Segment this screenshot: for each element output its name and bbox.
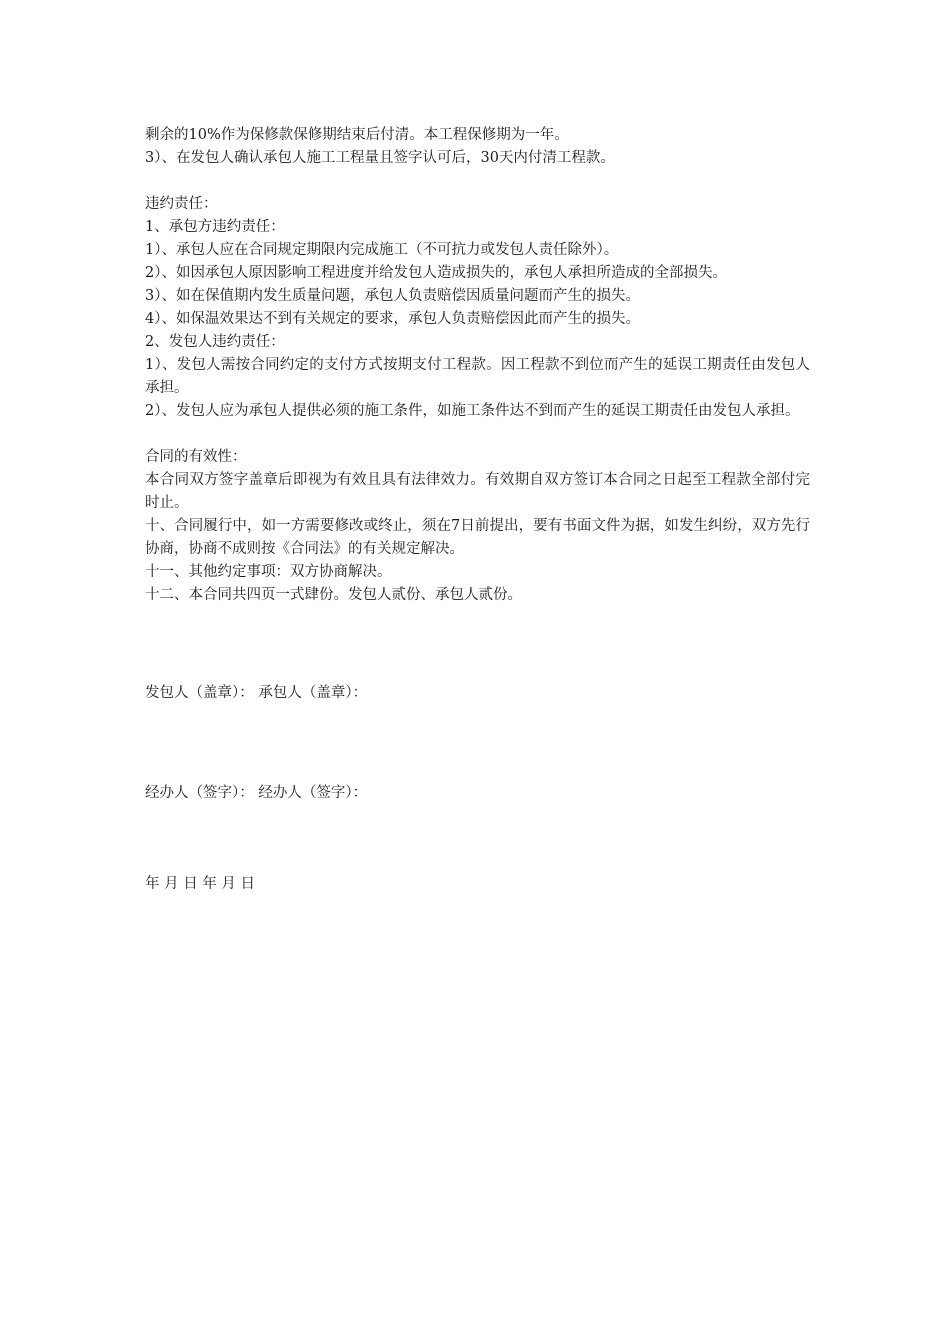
validity-heading: 合同的有效性： xyxy=(145,449,247,465)
signature-line: 经办人（签字）： 经办人（签字）： xyxy=(145,785,368,801)
client-breach-item: 2）、发包人应为承包人提供必须的施工条件，如施工条件达不到而产生的延误工期责任由发包人承担。 xyxy=(145,403,800,419)
validity-text: 本合同双方签字盖章后即视为有效且具有法律效力。有效期自双方签订本合同之日起至工程款全部付完时止。 xyxy=(145,472,810,511)
contractor-breach-item: 3）、如在保值期内发生质量问题，承包人负责赔偿因质量问题而产生的损失。 xyxy=(145,288,640,304)
clause-12: 十二、本合同共四页一式肆份。发包人贰份、承包人贰份。 xyxy=(145,587,522,603)
contractor-breach-heading: 1、承包方违约责任： xyxy=(145,219,285,235)
clause-10: 十、合同履行中，如一方需要修改或终止，须在7日前提出，要有书面文件为据，如发生纠纷，双方先行协商，协商不成则按《合同法》的有关规定解决。 xyxy=(145,518,810,557)
document-page xyxy=(145,124,810,896)
contractor-breach-item: 2）、如因承包人原因影响工程进度并给发包人造成损失的，承包人承担所造成的全部损失。 xyxy=(145,265,727,281)
contractor-breach-item: 4）、如保温效果达不到有关规定的要求，承包人负责赔偿因此而产生的损失。 xyxy=(145,311,640,327)
seal-line: 发包人（盖章）： 承包人（盖章）： xyxy=(145,685,368,701)
contractor-breach-item: 1）、承包人应在合同规定期限内完成施工（不可抗力或发包人责任除外）。 xyxy=(145,242,619,258)
breach-heading: 违约责任： xyxy=(145,196,218,212)
payment-line-2: 3）、在发包人确认承包人施工工程量且签字认可后，30天内付清工程款。 xyxy=(145,150,615,166)
payment-line-1: 剩余的10%作为保修款保修期结束后付清。本工程保修期为一年。 xyxy=(145,127,569,143)
clause-11: 十一、其他约定事项：双方协商解决。 xyxy=(145,564,392,580)
client-breach-item: 1）、发包人需按合同约定的支付方式按期支付工程款。因工程款不到位而产生的延误工期责任由发包人承担。 xyxy=(145,357,810,396)
client-breach-heading: 2、发包人违约责任： xyxy=(145,334,285,350)
date-line: 年 月 日 年 月 日 xyxy=(145,876,256,892)
